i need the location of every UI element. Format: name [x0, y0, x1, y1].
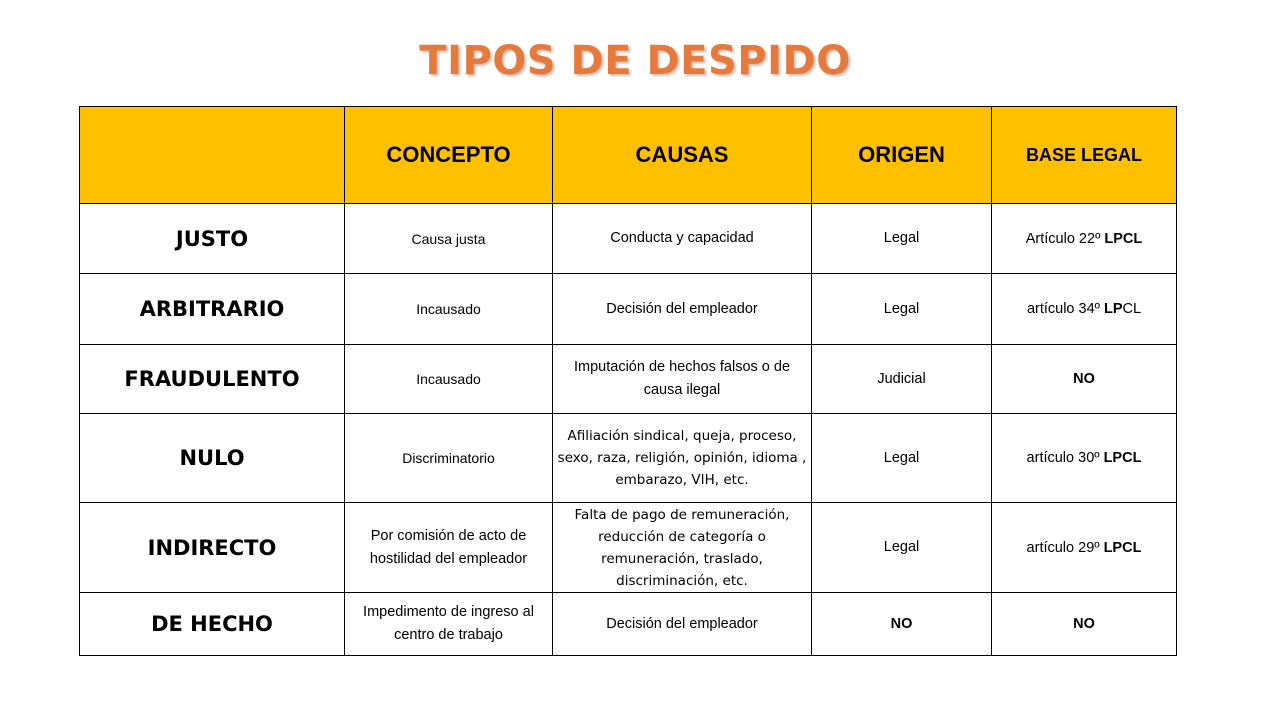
- header-row: [80, 107, 1177, 204]
- origen-cell: NO: [812, 593, 992, 656]
- base-legal-cell: [992, 274, 1177, 345]
- base-legal-code: LPCL: [1103, 450, 1142, 466]
- base-legal-code: LPCL: [1103, 539, 1142, 556]
- header-concepto: CONCEPTO: [345, 107, 553, 204]
- origen-cell: Legal: [812, 503, 992, 593]
- concepto-cell: Causa justa: [345, 204, 553, 274]
- base-legal-cell: [992, 593, 1177, 656]
- causas-cell: Decisión del empleador: [553, 593, 812, 656]
- table-row: [80, 503, 1177, 593]
- base-legal-article: artículo 34º: [1026, 301, 1104, 317]
- row-label-fraudulento: FRAUDULENTO: [80, 345, 345, 414]
- base-legal-cell: [992, 503, 1177, 593]
- causas-cell: Afiliación sindical, queja, proceso, sexo, raza, religión, opinión, idioma , embarazo, VIH, etc.: [553, 414, 812, 503]
- base-legal-code: NO: [1073, 616, 1095, 632]
- base-legal-article: Artículo 22º: [1025, 230, 1105, 247]
- base-legal-cell: [992, 414, 1177, 503]
- header-origen: ORIGEN: [812, 107, 992, 204]
- row-label-indirecto: INDIRECTO: [80, 503, 345, 593]
- base-legal-code: NO: [1073, 371, 1095, 387]
- concepto-cell: Incausado: [345, 345, 553, 414]
- origen-cell: Judicial: [812, 345, 992, 414]
- origen-cell: Legal: [812, 204, 992, 274]
- concepto-cell: Incausado: [345, 274, 553, 345]
- causas-cell: Conducta y capacidad: [553, 204, 812, 274]
- base-legal-article: artículo 30º: [1026, 450, 1104, 466]
- concepto-cell: Por comisión de acto de hostilidad del empleador: [345, 503, 553, 593]
- header-base-legal: BASE LEGAL: [992, 107, 1177, 204]
- causas-cell: Falta de pago de remuneración, reducción de categoría o remuneración, traslado, discriminación, etc.: [553, 503, 812, 593]
- row-label-nulo: NULO: [80, 414, 345, 503]
- base-legal-code: LPCL: [1104, 230, 1143, 247]
- origen-cell: Legal: [812, 274, 992, 345]
- base-legal-code: LP: [1103, 301, 1123, 317]
- slide-title: TIPOS DE DESPIDO: [419, 38, 851, 84]
- row-label-de-hecho: DE HECHO: [80, 593, 345, 656]
- base-legal-cell: [992, 204, 1177, 274]
- causas-cell: Imputación de hechos falsos o de causa ilegal: [553, 345, 812, 414]
- row-label-arbitrario: ARBITRARIO: [80, 274, 345, 345]
- causas-cell: Decisión del empleador: [553, 274, 812, 345]
- header-blank-cell: [80, 107, 345, 204]
- dismissal-types-table: [79, 106, 1177, 656]
- base-legal-article: artículo 29º: [1026, 539, 1104, 556]
- concepto-cell: Discriminatorio: [345, 414, 553, 503]
- base-legal-code-suffix: CL: [1122, 301, 1142, 317]
- base-legal-cell: [992, 345, 1177, 414]
- table-row: [80, 274, 1177, 345]
- table-row: [80, 593, 1177, 656]
- concepto-cell: Impedimento de ingreso al centro de trabajo: [345, 593, 553, 656]
- header-causas: CAUSAS: [553, 107, 812, 204]
- table-row: [80, 345, 1177, 414]
- table-row: [80, 414, 1177, 503]
- row-label-justo: JUSTO: [80, 204, 345, 274]
- origen-cell: Legal: [812, 414, 992, 503]
- table-row: [80, 204, 1177, 274]
